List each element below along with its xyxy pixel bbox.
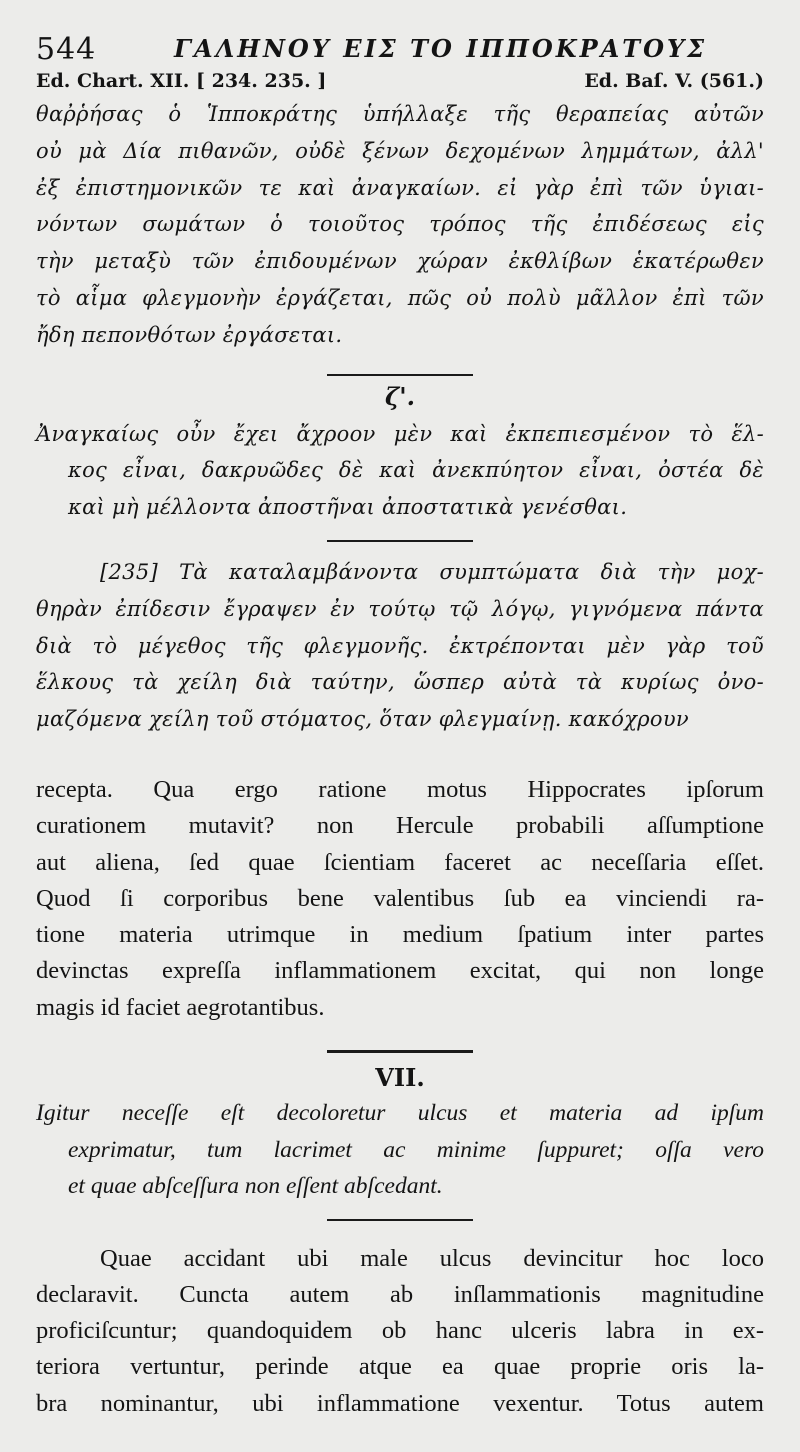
section-number-latin: VII. [375,1063,425,1093]
text-line: θαῤῥήσας ὁ Ἱπποκράτης ὑπήλλαξε τῆς θεραπείας αὐτῶν [36,102,764,126]
text-line: tione materia utrimque in medium ſpatium inter partes [36,921,764,949]
text-line: κος εἶναι, δακρυῶδες δὲ καὶ ἀνεκπύητον εἶναι, ὀστέα δὲ [68,458,764,483]
edition-chart-ref: Ed. Chart. XII. [ 234. 235. ] [36,70,327,92]
text-line: ἐξ ἐπιστημονικῶν τε καὶ ἀναγκαίων. εἰ γὰρ ἐπὶ τῶν ὑγιαι- [36,175,764,200]
text-line: aut aliena, ſed quae ſcientiam faceret ac neceſſaria eſſet. [36,848,764,876]
greek-commentary [36,554,764,738]
text-line: ἕλκους τὰ χείλη διὰ ταύτην, ὥσπερ αὐτὰ τὰ κυρίως ὀνο- [36,670,764,695]
text-line: οὐ μὰ Δία πιθανῶν, οὐδὲ ξένων δεχομένων λημμάτων, ἀλλ' [36,138,764,163]
text-line: Igitur neceſſe eſt decoloretur ulcus et materia ad ipſum [36,1100,764,1127]
section-divider [327,1050,473,1053]
text-line: Quae accidant ubi male ulcus devincitur hoc loco [100,1244,764,1272]
page-number: 544 [36,32,97,67]
running-title: ΓΑΛΗΝΟΥ ΕΙΣ ΤΟ ΙΠΠΟΚΡΑΤΟΥΣ [174,34,708,63]
text-line: καὶ μὴ μέλλοντα ἀποστῆναι ἀποστατικὰ γενέσθαι. [68,495,628,520]
text-line: devinctas expreſſa inflammationem excitat, qui non longe [36,957,764,985]
text-line: νόντων σωμάτων ὁ τοιοῦτος τρόπος τῆς ἐπιδέσεως εἰς [36,212,764,237]
latin-paragraph-2 [36,1241,764,1422]
text-line: bra nominantur, ubi inflammatione vexentur. Totus autem [36,1389,764,1417]
text-line: declaravit. Cuncta autem ab inſlammationis magnitudine [36,1280,764,1308]
section-divider [327,374,473,376]
text-line: Quod ſi corporibus bene valentibus ſub ea vinciendi ra- [36,884,764,912]
text-line: τὸ αἷμα φλεγμονὴν ἐργάζεται, πῶς οὐ πολὺ μᾶλλον ἐπὶ τῶν [36,285,764,310]
text-line: magis id faciet aegrotantibus. [36,993,325,1021]
section-divider [327,1219,473,1221]
edition-basel-ref: Ed. Baſ. V. (561.) [584,70,764,92]
text-line: [235] Τὰ καταλαμβάνοντα συμπτώματα διὰ τὴν μοχ- [100,559,764,584]
section-number-greek: ζ'. [385,381,415,411]
greek-aphorism [36,416,764,526]
text-line: curationem mutavit? non Hercule probabili aſſumptione [36,812,764,840]
text-line: teriora vertuntur, perinde atque ea quae proprie oris la- [36,1353,764,1381]
text-line: διὰ τὸ μέγεθος τῆς φλεγμονῆς. ἐκτρέπονται μὲν γὰρ τοῦ [36,633,764,658]
greek-paragraph-1 [36,96,764,354]
text-line: proficiſcuntur; quandoquidem ob hanc ulceris labra in ex- [36,1317,764,1345]
latin-aphorism [36,1095,764,1205]
text-line: exprimatur, tum lacrimet ac minime ſuppuret; oſſa vero [68,1136,764,1163]
edition-line [36,70,764,100]
text-line: et quae abſceſſura non eſſent abſcedant. [68,1173,443,1200]
latin-paragraph-1 [36,772,764,1026]
text-line: τὴν μεταξὺ τῶν ἐπιδουμένων χώραν ἐκθλίβων ἑκατέρωθεν [36,249,764,274]
text-line: ἤδη πεπονθότων ἐργάσεται. [36,322,343,347]
text-line: μαζόμενα χείλη τοῦ στόματος, ὅταν φλεγμαίνῃ. κακόχρουν [36,707,689,732]
text-line: θηρὰν ἐπίδεσιν ἔγραψεν ἐν τούτῳ τῷ λόγῳ, γιγνόμενα πάντα [36,596,764,621]
text-line: recepta. Qua ergo ratione motus Hippocrates ipſorum [36,775,764,803]
text-line: Ἀναγκαίως οὖν ἔχει ἄχροον μὲν καὶ ἐκπεπιεσμένον τὸ ἕλ- [36,421,764,446]
section-divider [327,540,473,542]
running-head [36,28,764,70]
